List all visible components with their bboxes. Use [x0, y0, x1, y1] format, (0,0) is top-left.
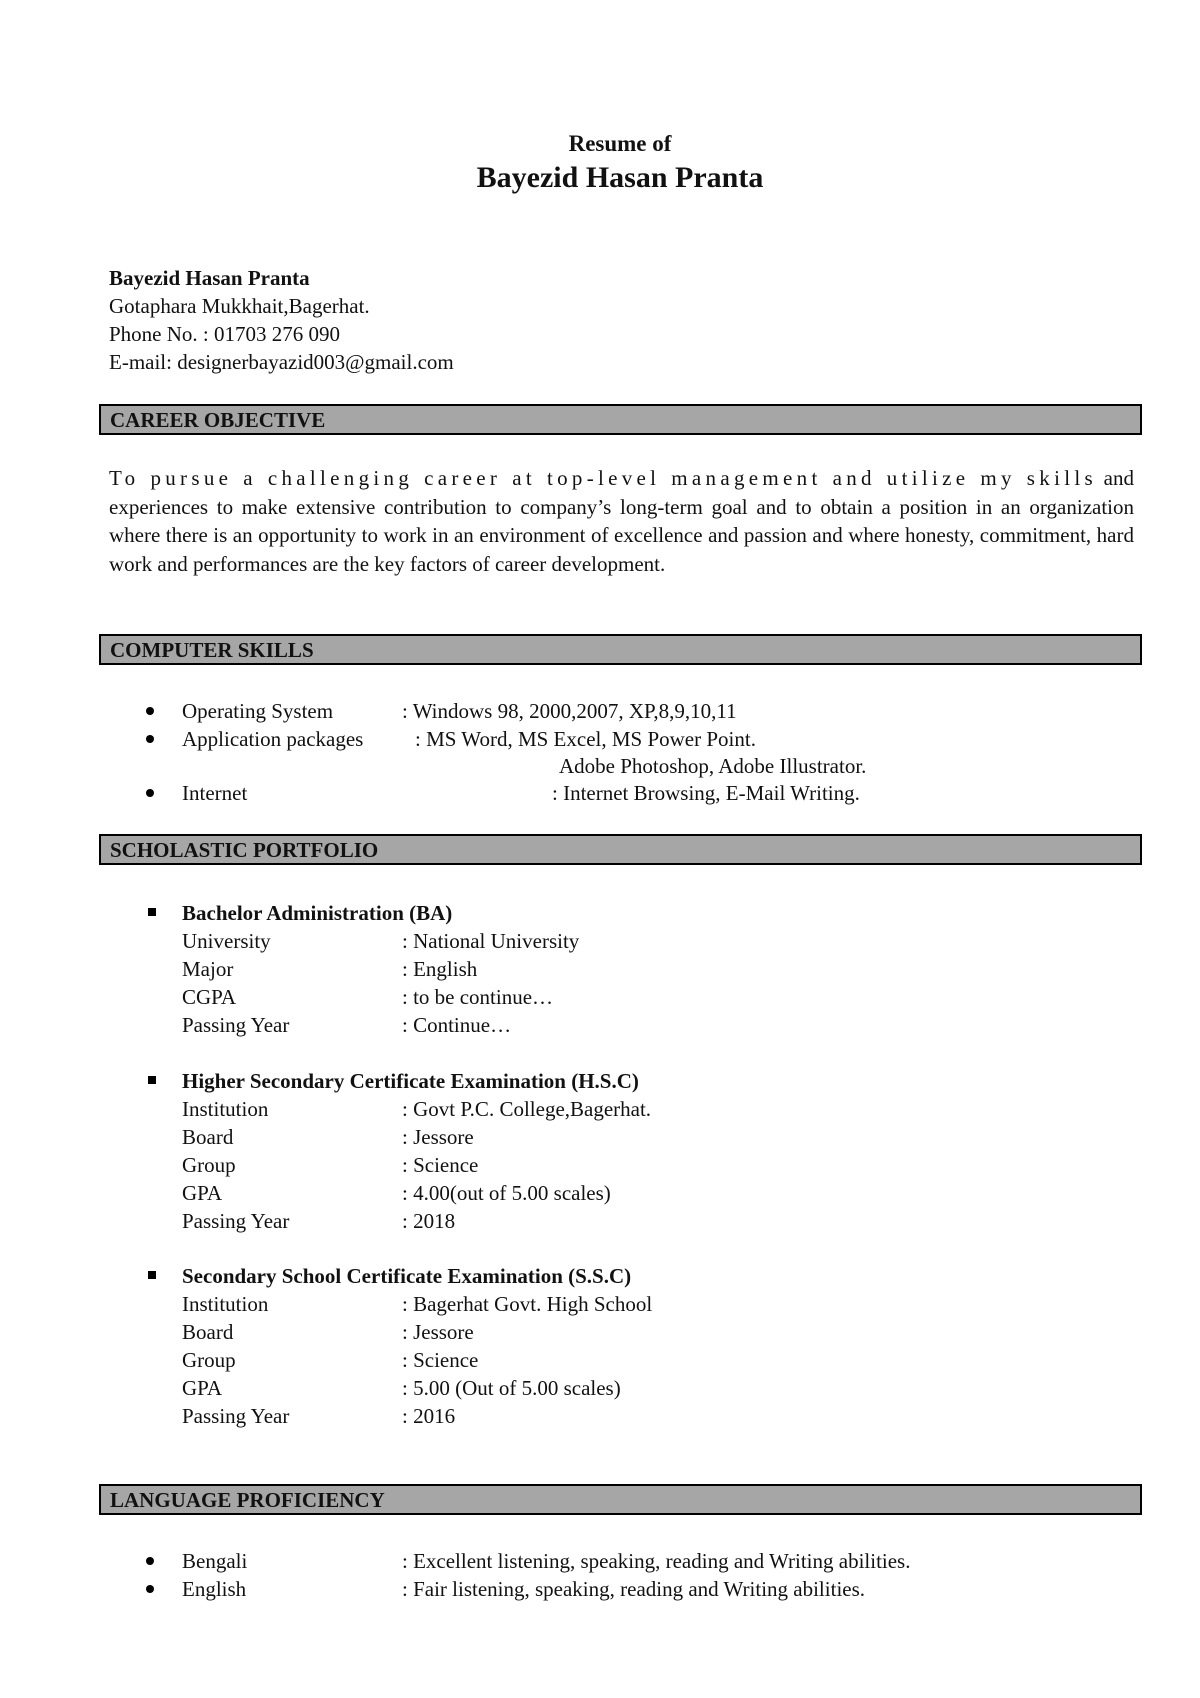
edu-label: CGPA	[182, 985, 237, 1009]
contact-block	[109, 264, 454, 376]
square-bullet-icon	[148, 1076, 156, 1084]
bullet-icon	[146, 735, 154, 743]
edu-value: : Jessore	[402, 1125, 474, 1149]
objective-rest: and experiences to make extensive contribution to company’s long-term goal and to obtain a position in an organization where there is an opportunity to work in an environment of excellence and passion and where honesty, commitment, hard work and performances are the key factors of career development.	[109, 466, 1134, 576]
contact-name: Bayezid Hasan Pranta	[109, 266, 310, 290]
bullet-icon	[146, 707, 154, 715]
list-item	[0, 725, 1200, 753]
contact-email: E-mail: designerbayazid003@gmail.com	[109, 350, 454, 374]
skill-continuation: Adobe Photoshop, Adobe Illustrator.	[559, 754, 867, 778]
edu-value: : Science	[402, 1348, 479, 1372]
skill-label: Application packages	[182, 727, 364, 751]
edu-label: GPA	[182, 1376, 223, 1400]
edu-value: : National University	[402, 929, 580, 953]
edu-value: : Science	[402, 1153, 479, 1177]
edu-row	[0, 1374, 1200, 1402]
list-item	[0, 697, 1200, 725]
edu-value: : 5.00 (Out of 5.00 scales)	[402, 1376, 621, 1400]
edu-row	[0, 1123, 1200, 1151]
language-value: : Fair listening, speaking, reading and Writing abilities.	[402, 1577, 866, 1601]
edu-label: University	[182, 929, 271, 953]
degree-title: Higher Secondary Certificate Examination (H.S.C)	[182, 1069, 639, 1093]
edu-value: : 4.00(out of 5.00 scales)	[402, 1181, 611, 1205]
list-item	[0, 1575, 1200, 1603]
edu-value: : 2016	[402, 1404, 456, 1428]
edu-row	[0, 1402, 1200, 1430]
objective-first-line: To pursue a challenging career at top-level management and utilize my skills	[109, 466, 1097, 490]
list-item	[0, 1547, 1200, 1575]
bullet-icon	[146, 1557, 154, 1565]
language-label: Bengali	[182, 1549, 248, 1573]
edu-row	[0, 1290, 1200, 1318]
edu-value: : Jessore	[402, 1320, 474, 1344]
contact-address: Gotaphara Mukkhait,Bagerhat.	[109, 294, 370, 318]
edu-label: Group	[182, 1153, 236, 1177]
language-value: : Excellent listening, speaking, reading and Writing abilities.	[402, 1549, 911, 1573]
edu-label: GPA	[182, 1181, 223, 1205]
edu-value: : 2018	[402, 1209, 456, 1233]
edu-label: Board	[182, 1320, 234, 1344]
bullet-icon	[146, 789, 154, 797]
edu-row	[0, 1207, 1200, 1235]
edu-label: Board	[182, 1125, 234, 1149]
edu-row	[0, 1346, 1200, 1374]
edu-row	[0, 955, 1200, 983]
degree-heading	[0, 1067, 1200, 1095]
square-bullet-icon	[148, 1271, 156, 1279]
edu-value: : Bagerhat Govt. High School	[402, 1292, 653, 1316]
edu-label: Passing Year	[182, 1209, 290, 1233]
section-heading-scholastic: SCHOLASTIC PORTFOLIO	[99, 834, 1142, 865]
edu-value: : Govt P.C. College,Bagerhat.	[402, 1097, 652, 1121]
degree-heading	[0, 899, 1200, 927]
edu-row	[0, 1318, 1200, 1346]
edu-label: Group	[182, 1348, 236, 1372]
edu-label: Major	[182, 957, 234, 981]
edu-row	[0, 1011, 1200, 1039]
contact-phone: Phone No. : 01703 276 090	[109, 322, 340, 346]
skill-value: : Windows 98, 2000,2007, XP,8,9,10,11	[402, 699, 737, 723]
list-item	[0, 779, 1200, 807]
skill-value: : Internet Browsing, E-Mail Writing.	[552, 781, 860, 805]
bullet-icon	[146, 1585, 154, 1593]
edu-row	[0, 927, 1200, 955]
edu-row	[0, 983, 1200, 1011]
section-heading-language: LANGUAGE PROFICIENCY	[99, 1484, 1142, 1515]
edu-label: Institution	[182, 1097, 269, 1121]
edu-value: : to be continue…	[402, 985, 554, 1009]
language-label: English	[182, 1577, 247, 1601]
edu-value: : English	[402, 957, 478, 981]
edu-label: Institution	[182, 1292, 269, 1316]
degree-title: Bachelor Administration (BA)	[182, 901, 453, 925]
skill-value: : MS Word, MS Excel, MS Power Point.	[415, 727, 756, 751]
degree-title: Secondary School Certificate Examination (S.S.C)	[182, 1264, 632, 1288]
edu-row	[0, 1179, 1200, 1207]
edu-label: Passing Year	[182, 1404, 290, 1428]
resume-prefix: Resume of	[568, 131, 672, 156]
edu-label: Passing Year	[182, 1013, 290, 1037]
skill-label: Internet	[182, 781, 248, 805]
resume-title-name: Bayezid Hasan Pranta	[476, 161, 764, 194]
skill-label: Operating System	[182, 699, 334, 723]
edu-row	[0, 1151, 1200, 1179]
square-bullet-icon	[148, 908, 156, 916]
section-heading-career: CAREER OBJECTIVE	[99, 404, 1142, 435]
edu-row	[0, 1095, 1200, 1123]
section-heading-computer-skills: COMPUTER SKILLS	[99, 634, 1142, 665]
career-objective-text	[109, 464, 1134, 578]
degree-heading	[0, 1262, 1200, 1290]
edu-value: : Continue…	[402, 1013, 512, 1037]
